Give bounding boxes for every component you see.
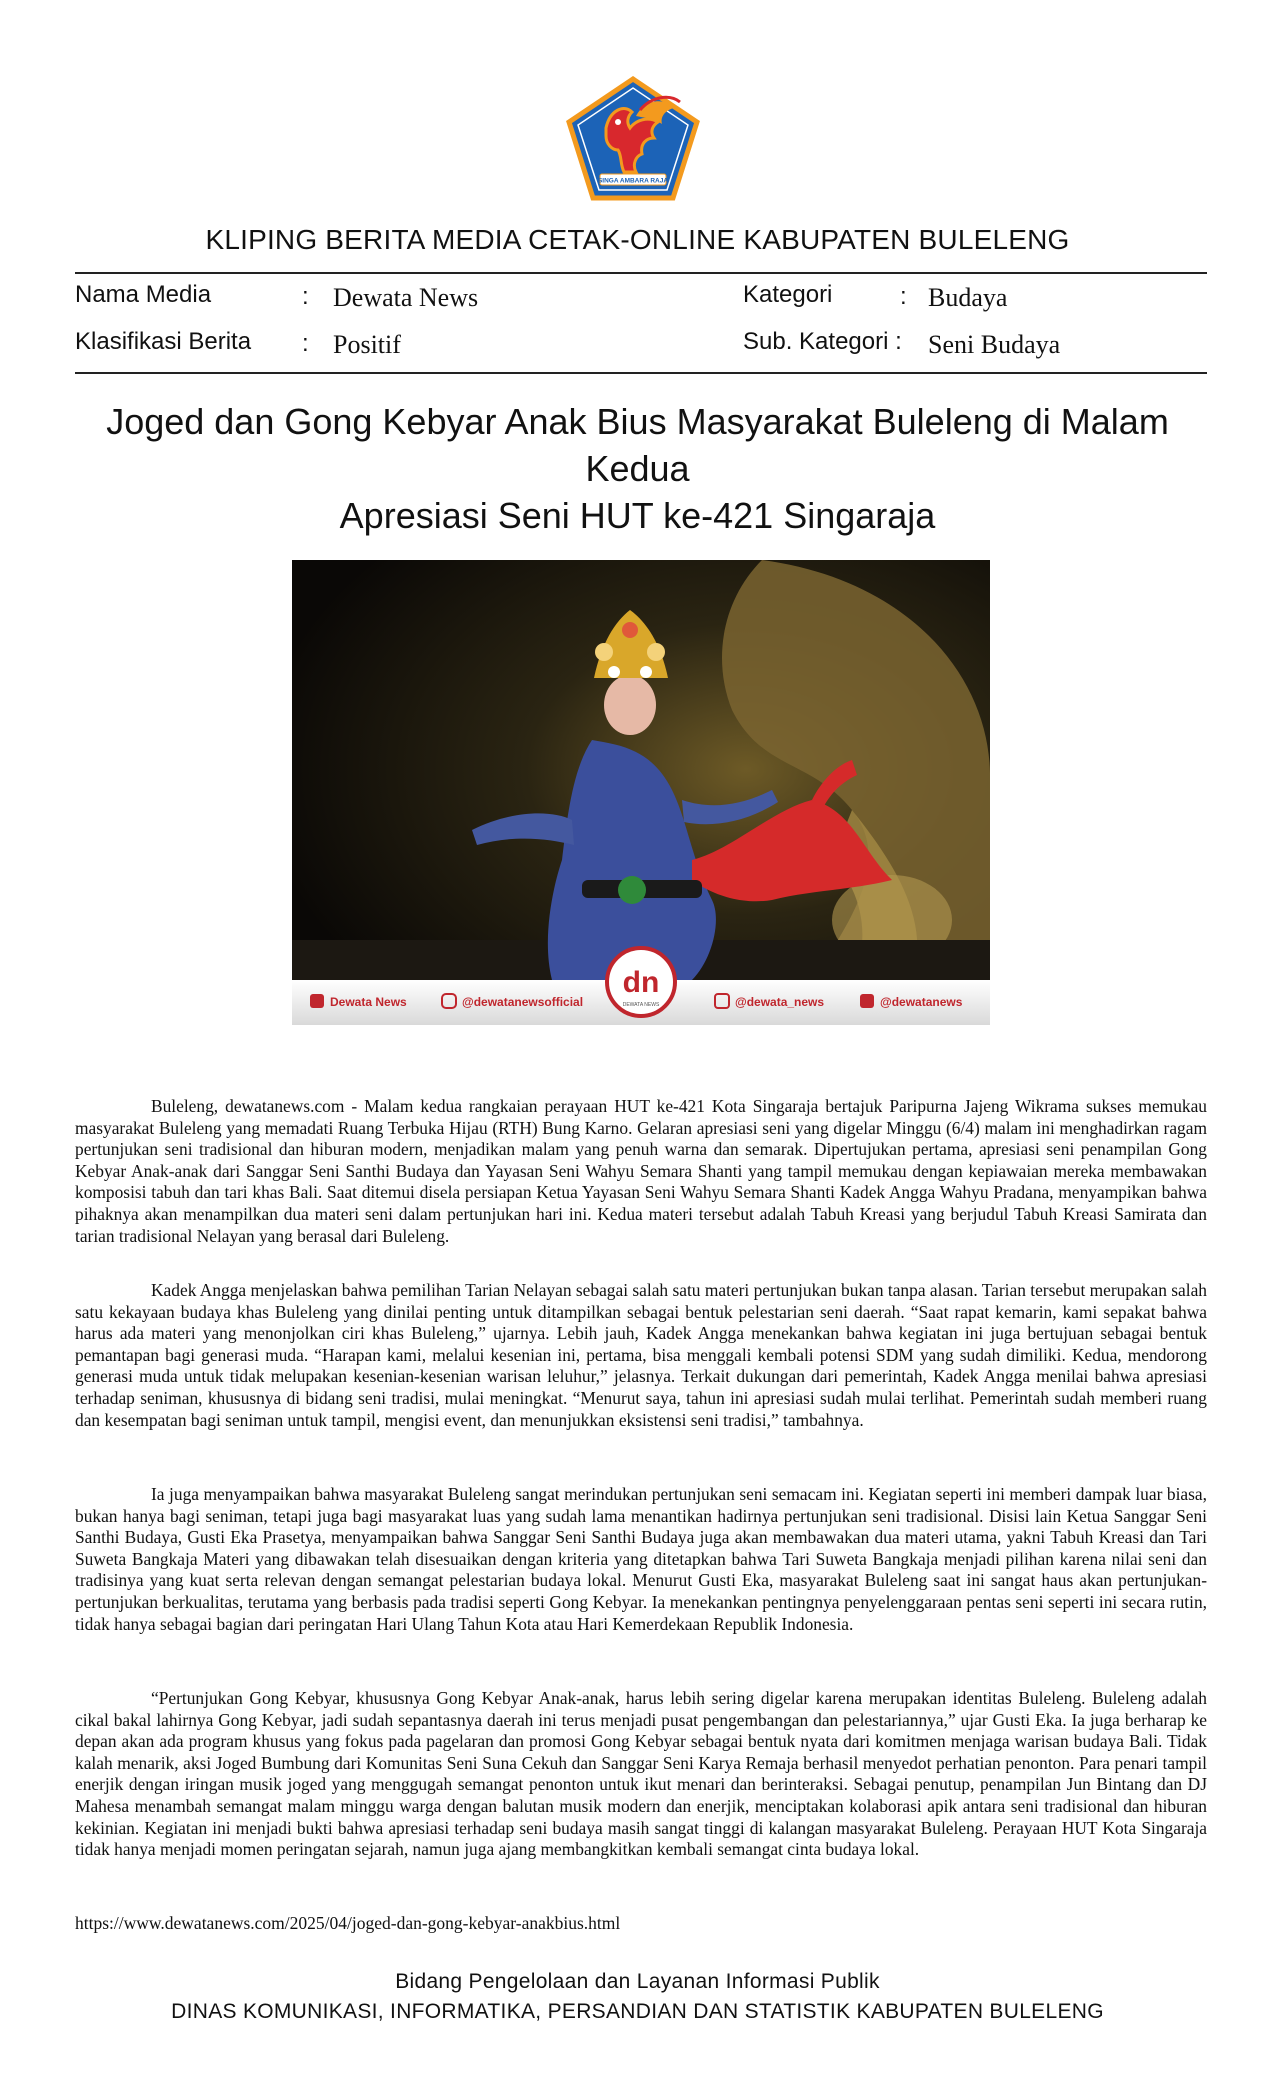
category-value: Budaya (928, 283, 1008, 312)
article-paragraph-3: Ia juga menyampaikan bahwa masyarakat Buleleng sangat merindukan pertunjukan seni semacam ini. Kegiatan seperti ini memberi dampak luar biasa, bukan hanya bagi seniman, tetapi juga bagi masyarakat luas yang sudah lama menantikan hadirnya pertunjukan seni tradisional. Disisi lain Ketua Sanggar Seni Santhi Budaya, Gusti Eka Prasetya, menyampaikan bahwa Sanggar Seni Santhi Budaya juga akan membawakan dua materi utama, yakni Tabuh Kreasi dan Tari Suweta Bangkaja Materi yang dibawakan telah disesuaikan dengan kriteria yang ditetapkan bahwa Tari Suweta Bangkaja menjadi pilihan karena nilai seni dan tradisinya yang kuat serta relevan dengan semangat pelestarian budaya lokal. Menurut Gusti Eka, masyarakat Buleleng saat ini sangat haus akan pertunjukan-pertunjukan berkualitas, terutama yang berbasis pada tradisi seperti Gong Kebyar. Ia menekankan pentingnya penyelenggaraan pentas seni seperti ini secara rutin, tidak hanya sebagai bagian dari peringatan Hari Ulang Tahun Kota atau Hari Kemerdekaan Republik Indonesia. (75, 1484, 1207, 1634)
footer-division: Bidang Pengelolaan dan Layanan Informasi Publik (395, 1970, 880, 1993)
article-paragraph-1: Buleleng, dewatanews.com - Malam kedua rangkaian perayaan HUT ke-421 Kota Singaraja bertajuk Paripurna Jajeng Wikrama sukses memukau masyarakat Buleleng yang memadati Ruang Terbuka Hijau (RTH) Bung Karno. Gelaran apresiasi seni yang digelar Minggu (6/4) malam ini menghadirkan ragam pertunjukan seni tradisional dan hiburan modern, menjadikan malam yang penuh warna dan semarak. Dipertujukan pertama, apresiasi seni penampilan Gong Kebyar Anak-anak dari Sanggar Seni Santhi Budaya dan Yayasan Seni Wahyu Semara Shanti yang tampil memukau dengan kepiawaian mereka membawakan komposisi tabuh dan tari khas Bali. Saat ditemui disela persiapan Ketua Yayasan Seni Wahyu Semara Shanti Kadek Angga Wahyu Pradana, menyampikan bahwa pihaknya akan menampilkan dua materi seni dalam pertunjukan hari ini. Kedua materi tersebut adalah Tabuh Kreasi yang berjudul Tabuh Kreasi Samirata dan tarian tradisional Nelayan yang berasal dari Buleleng. (75, 1096, 1207, 1246)
facebook-handle: Dewata News (330, 995, 407, 1009)
media-name-colon: : (302, 283, 309, 310)
footer-agency: DINAS KOMUNIKASI, INFORMATIKA, PERSANDIAN DAN STATISTIK KABUPATEN BULELENG (171, 2000, 1104, 2023)
instagram-handle: @dewatanewsofficial (462, 995, 584, 1009)
buleleng-regency-logo (566, 76, 700, 202)
article-headline (60, 398, 1215, 539)
logo-motto: SINGA AMBARA RAJA (597, 177, 669, 185)
sub-category-value: Seni Budaya (928, 330, 1061, 359)
twitter-handle: @dewata_news (735, 995, 825, 1009)
media-name-label: Nama Media (75, 281, 212, 308)
sub-category-label: Sub. Kategori : (743, 328, 902, 355)
tiktok-icon (860, 994, 874, 1008)
article-paragraph-2: Kadek Angga menjelaskan bahwa pemilihan Tarian Nelayan sebagai salah satu materi pertunjukan bukan tanpa alasan. Tarian tersebut merupakan salah satu kekayaan budaya khas Buleleng yang dinilai penting untuk ditampilkan sebagai bentuk pelestarian seni daerah. “Saat rapat kemarin, kami sepakat bahwa harus ada materi yang menonjolkan ciri khas Buleleng,” ujarnya. Lebih jauh, Kadek Angga menekankan bahwa kegiatan ini juga bertujuan sebagai bentuk pemantapan bagi generasi muda. “Harapan kami, melalui kesenian ini, pertama, bisa menggali kembali potensi SDM yang sudah dimiliki. Kedua, mendorong generasi muda untuk tidak melupakan kesenian-kesenian warisan leluhur,” jelasnya. Terkait dukungan dari pemerintah, Kadek Angga menilai bahwa apresiasi terhadap seniman, khususnya di bidang seni tradisi, mulai meningkat. “Menurut saya, tahun ini apresiasi sudah mulai terlihat. Pemerintah sudah memberi ruang dan kesempatan bagi seniman untuk tampil, mengisi event, dan menunjukkan eksistensi seni tradisi,” tambahnya. (75, 1280, 1207, 1430)
headline-line-1: Joged dan Gong Kebyar Anak Bius Masyarakat Buleleng di Malam Kedua (106, 401, 1169, 489)
news-classification-value: Positif (333, 330, 401, 359)
media-name-value: Dewata News (333, 283, 479, 312)
tiktok-handle: @dewatanews (880, 995, 963, 1009)
divider-bottom (75, 372, 1207, 374)
article-paragraph-4: “Pertunjukan Gong Kebyar, khususnya Gong Kebyar Anak-anak, harus lebih sering digelar karena merupakan identitas Buleleng. Buleleng adalah cikal bakal lahirnya Gong Kebyar, jadi sudah sepantasnya daerah ini terus menjadi pusat pengembangan dan pelestariannya,” ujar Gusti Eka. Ia juga berharap ke depan akan ada program khusus yang fokus pada pagelaran dan promosi Gong Kebyar sebagai bentuk nyata dari komitmen menjaga warisan budaya Bali. Tidak kalah menarik, aksi Joged Bumbung dari Komunitas Seni Suna Cekuh dan Sanggar Seni Karya Remaja berhasil menyedot perhatian penonton. Para penari tampil enerjik dengan iringan musik joged yang menggugah semangat penonton untuk ikut menari dan berinteraksi. Sebagai penutup, penampilan Jun Bintang dan DJ Mahesa menambah semangat malam minggu warga dengan balutan musik modern dan enerjik, menciptakan kolaborasi apik antara seni tradisional dan hiburan kekinian. Kegiatan ini menjadi bukti bahwa apresiasi terhadap seni budaya masih sangat tinggi di kalangan masyarakat Buleleng. Perayaan HUT Kota Singaraja tidak hanya menjadi momen peringatan sejarah, namun juga ajang membangkitkan kembali semangat cinta budaya lokal. (75, 1688, 1207, 1860)
category-label: Kategori (743, 281, 833, 308)
source-url[interactable]: https://www.dewatanews.com/2025/04/joged-dan-gong-kebyar-anakbius.html (75, 1913, 621, 1933)
headline-line-2: Apresiasi Seni HUT ke-421 Singaraja (339, 495, 936, 536)
brand-mark: dn (622, 966, 660, 999)
article-photo (292, 560, 990, 1025)
news-classification-label: Klasifikasi Berita (75, 328, 252, 355)
clipping-header-title: KLIPING BERITA MEDIA CETAK-ONLINE KABUPATEN BULELENG (205, 224, 1070, 255)
news-classification-colon: : (302, 330, 309, 357)
facebook-icon (310, 994, 324, 1008)
divider-top (75, 272, 1207, 274)
brand-sub: DEWATA NEWS (622, 1002, 660, 1008)
category-colon: : (900, 283, 907, 310)
dancer-photo-illustration (292, 560, 990, 1025)
